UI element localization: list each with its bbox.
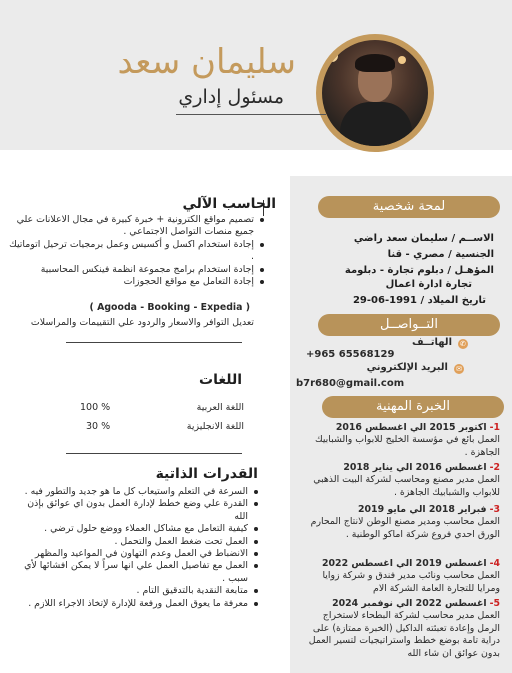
photo-hair xyxy=(355,54,395,72)
profile-line-birthdate: تاريخ الميلاد / 1991-06-29 xyxy=(352,295,486,306)
profile-photo-image xyxy=(322,40,428,146)
divider xyxy=(66,342,242,343)
title-underline xyxy=(176,114,326,115)
experience-desc: العمل محاسب ونائب مدير فندق و شركة زوايا ومرايا للتجارة العامة الشركة الام xyxy=(322,570,500,594)
email-icon: ✉ xyxy=(454,364,464,374)
experience-item-4 xyxy=(304,558,500,595)
photo-shirt xyxy=(340,102,412,146)
phone-number: +965 65568129 xyxy=(306,349,395,360)
list-item: إجادة استخدام اكسل و أكسيس وعمل برمجيات ترحيل اتوماتيك . xyxy=(6,239,266,264)
experience-num: 5- xyxy=(489,598,500,609)
experience-date: فبراير 2018 الي مايو 2019 xyxy=(358,504,487,515)
language-level: 100 % xyxy=(80,402,111,413)
language-name: اللغة العربية xyxy=(196,402,244,413)
experience-item-2 xyxy=(304,462,500,499)
experience-date: اغسطس 2022 الي نوفمبر 2024 xyxy=(332,598,487,609)
phone-icon: ✆ xyxy=(458,339,468,349)
list-item: إجادة استخدام برامج مجموعة انظمة فينكس المحاسبية xyxy=(6,264,266,276)
list-item: إجادة التعامل مع مواقع الحجوزات xyxy=(6,276,266,288)
experience-num: 1- xyxy=(489,422,500,433)
list-item: تصميم مواقع الكترونية + خبرة كبيرة في مجال الاعلانات علي جميع منصات التواصل الاجتماعي . xyxy=(6,214,266,239)
skills-list xyxy=(12,486,260,610)
divider xyxy=(66,453,242,454)
experience-item-1 xyxy=(304,422,500,459)
experience-desc: العمل محاسب ومدير مصنع الوطن لانتاج المحارم الورق احدي فروع شركة اماكو الوطنية . xyxy=(310,516,500,540)
language-name: اللغة الانجليزية xyxy=(186,421,244,432)
computer-heading: الحاسب الآلي xyxy=(182,196,276,212)
list-item: متابعة النقدية بالتدقيق التام . xyxy=(12,585,260,597)
list-item: العمل مع تفاصيل العمل علي انها سراً لا يمكن افشائها لأي سبب . xyxy=(12,560,260,585)
profile-photo xyxy=(316,34,434,152)
list-item: الانضباط في العمل وعدم التهاون في المواعيد والمظهر xyxy=(12,548,260,560)
list-item: السرعة في التعلم واستيعاب كل ما هو جديد والتطور فيه . xyxy=(12,486,260,498)
list-item: معرفة ما يعوق العمل ورفعة للإدارة لإتخاذ الاجراء اللازم . xyxy=(12,598,260,610)
profile-line-qualification: المؤهـل / دبلوم تجارة - دبلومة xyxy=(344,265,494,276)
experience-date: اكتوبر 2015 الي اغسطس 2016 xyxy=(335,422,487,433)
person-name: سليمان سعد xyxy=(117,42,296,82)
experience-num: 2- xyxy=(489,462,500,473)
languages-heading: اللغات xyxy=(199,372,242,388)
booking-note: تعديل التوافر والاسعار والردود علي التقييمات والمراسلات xyxy=(30,317,254,328)
skills-heading: القدرات الذاتية xyxy=(155,466,258,482)
email-address[interactable]: b7r680@gmail.com xyxy=(296,378,405,389)
list-item: العمل تحت ضغط العمل والتحمل . xyxy=(12,536,260,548)
phone-label: الهاتــف xyxy=(411,337,452,348)
experience-desc: العمل بائع في مؤسسة الخليج للابواب والشبابيك الجاهزة . xyxy=(314,434,500,458)
experience-heading: الخبرة المهنية xyxy=(322,396,504,418)
profile-line-qualification-cont: تجارة ادارة اعمال xyxy=(385,279,472,290)
computer-list xyxy=(6,214,266,288)
experience-item-3 xyxy=(304,504,500,541)
profile-heading: لمحة شخصية xyxy=(318,196,500,218)
background-lights xyxy=(326,50,338,62)
contact-heading: التــواصــل xyxy=(318,314,500,336)
list-item: القدرة علي وضع خطط لإدارة العمل بدون اي عوائق بإذن الله xyxy=(12,498,260,523)
experience-date: اغسطس 2016 الي يناير 2018 xyxy=(343,462,487,473)
booking-sites: ( Agooda - Booking - Expedia ) xyxy=(89,302,250,313)
language-level: 30 % xyxy=(86,421,111,432)
profile-line-nationality: الجنسية / مصري - قنا xyxy=(387,249,494,260)
experience-num: 3- xyxy=(489,504,500,515)
email-label: البريد الإلكتروني xyxy=(366,362,448,373)
list-item: كيفية التعامل مع مشاكل العملاء ووضع حلول ترضي . xyxy=(12,523,260,535)
experience-date: اغسطس 2019 الي اغسطس 2022 xyxy=(322,558,487,569)
experience-desc: العمل مدير مصنع ومحاسب لشركة البيت الذهبي للابواب والشبابيك الجاهزة . xyxy=(313,474,500,498)
experience-desc: العمل مدير محاسب لشركة البطحاء لاستخراج الرمل وإعادة تعبئته الداكيل (الخبرة ممتازة) على دراية تامة بوضع خطط واستراتيجيات لتسير العمل بدون عوائق ان شاء الله xyxy=(308,610,500,659)
person-title: مسئول إداري xyxy=(178,86,284,108)
experience-num: 4- xyxy=(489,558,500,569)
profile-line-name: الاســم / سليمان سعد راضي xyxy=(353,233,494,244)
experience-item-5 xyxy=(304,598,500,660)
